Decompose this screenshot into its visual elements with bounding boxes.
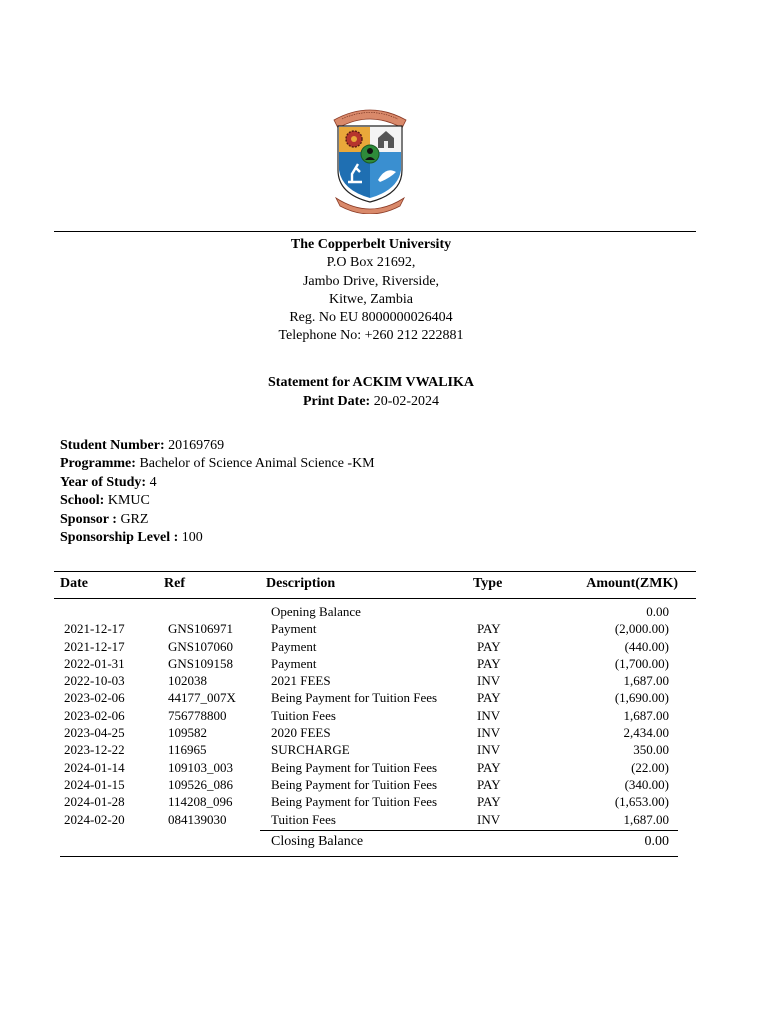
sponsorship-level-value: 100 [181,530,203,546]
row-type: PAY [477,690,501,706]
row-amount: (1,653.00) [614,794,669,810]
registration-number: Reg. No EU 8000000026404 [289,310,453,326]
row-description: Tuition Fees [271,811,336,827]
sponsorship-level-label: Sponsorship Level : [60,530,179,546]
header-top-rule [54,231,696,232]
row-type: PAY [477,776,501,792]
row-description: Being Payment for Tuition Fees [271,690,438,706]
row-date: 2024-01-15 [64,776,125,792]
transactions-table-body [0,603,768,828]
row-ref: GNS109158 [168,655,234,671]
closing-top-rule [260,830,678,831]
row-amount: (1,700.00) [614,655,669,671]
university-crest-logo [330,102,410,214]
closing-balance-amount: 0.00 [644,834,669,849]
row-ref: 102038 [168,673,207,689]
header-description: Description [266,576,336,591]
school-label: School: [60,493,105,509]
table-row [0,707,768,724]
print-date-label: Print Date: [302,393,371,409]
row-description: Payment [271,655,317,671]
table-row [0,603,768,620]
row-ref: 116965 [168,742,207,758]
table-row [0,620,768,637]
university-name: The Copperbelt University [290,237,452,252]
row-ref: 756778800 [168,707,227,723]
table-row [0,759,768,776]
year-of-study-value: 4 [149,474,157,490]
sponsor-line [60,511,375,529]
row-type: INV [477,725,501,741]
row-amount: (22.00) [631,759,669,775]
school-value: KMUC [107,493,150,509]
row-ref: 114208_096 [168,794,233,810]
row-amount: 1,687.00 [623,811,669,827]
row-amount: (340.00) [624,776,669,792]
closing-balance-row [0,833,768,851]
row-amount: 0.00 [646,604,669,619]
row-description: Payment [271,638,317,654]
row-date: 2022-10-03 [64,673,125,689]
row-date: 2022-01-31 [64,655,125,671]
row-description: Tuition Fees [271,707,336,723]
student-number-line [60,437,375,455]
row-ref: 084139030 [168,811,227,827]
programme-line [60,455,375,473]
row-date: 2021-12-17 [64,621,125,637]
row-type: PAY [477,759,501,775]
programme-value: Bachelor of Science Animal Science -KM [139,456,375,472]
table-row [0,811,768,828]
row-description: Payment [271,621,317,637]
school-line [60,492,375,510]
table-row [0,638,768,655]
row-amount: (1,690.00) [614,690,669,706]
student-number-label: Student Number: [60,438,165,453]
closing-balance-label: Closing Balance [271,834,364,849]
row-ref: GNS106971 [168,621,234,637]
header-date: Date [60,576,88,591]
row-amount: 2,434.00 [623,725,669,741]
row-type: PAY [477,621,501,637]
row-amount: 1,687.00 [623,707,669,723]
telephone-number: Telephone No: +260 212 222881 [278,328,464,344]
row-date: 2023-04-25 [64,725,125,741]
row-amount: (2,000.00) [614,621,669,637]
table-row [0,776,768,793]
year-of-study-line [60,474,375,492]
table-row [0,724,768,741]
table-header-rule [54,598,696,599]
row-type: PAY [477,638,501,654]
table-top-rule [54,571,696,572]
print-date-value: 20-02-2024 [373,393,440,409]
address-line-1: P.O Box 21692, [326,255,416,271]
table-row [0,655,768,672]
row-description: Being Payment for Tuition Fees [271,759,438,775]
sponsorship-level-line [60,529,375,547]
address-line-3: Kitwe, Zambia [329,291,413,307]
row-ref: 109582 [168,725,207,741]
row-date: 2024-01-28 [64,794,125,810]
row-type: INV [477,707,501,723]
row-ref: 109526_086 [168,776,233,792]
row-type: PAY [477,794,501,810]
header-amount: Amount(ZMK) [586,576,678,591]
row-date: 2023-02-06 [64,707,125,723]
programme-label: Programme: [60,456,136,472]
row-type: INV [477,673,501,689]
header-type: Type [473,576,503,591]
row-description: Being Payment for Tuition Fees [271,776,438,792]
row-description: SURCHARGE [271,742,350,758]
address-line-2: Jambo Drive, Riverside, [302,273,440,289]
sponsor-label: Sponsor : [60,511,117,527]
row-ref: GNS107060 [168,638,234,654]
row-date: 2023-02-06 [64,690,125,706]
closing-bottom-rule [60,856,678,857]
row-ref: 109103_003 [168,759,233,775]
header-ref: Ref [164,576,185,591]
sponsor-value: GRZ [120,511,149,527]
row-date: 2024-02-20 [64,811,125,827]
print-date-line [0,393,742,412]
statement-heading [0,374,742,411]
row-description: 2020 FEES [271,725,331,741]
student-info [60,437,375,547]
row-ref: 44177_007X [168,690,236,706]
year-of-study-label: Year of Study: [60,474,147,490]
row-amount: 1,687.00 [623,673,669,689]
table-row [0,741,768,758]
row-description: 2021 FEES [271,673,331,689]
row-date: 2024-01-14 [64,759,125,775]
statement-title: Statement for ACKIM VWALIKA [268,375,474,390]
student-number-value: 20169769 [168,438,225,453]
row-amount: (440.00) [624,638,669,654]
row-date: 2021-12-17 [64,638,125,654]
row-amount: 350.00 [633,742,669,758]
table-row [0,672,768,689]
row-type: PAY [477,655,501,671]
row-type: INV [477,742,501,758]
table-row [0,689,768,706]
table-row [0,793,768,810]
row-type: INV [477,811,501,827]
row-description: Opening Balance [271,604,361,619]
row-date: 2023-12-22 [64,742,125,758]
university-header [0,236,742,346]
row-description: Being Payment for Tuition Fees [271,794,438,810]
